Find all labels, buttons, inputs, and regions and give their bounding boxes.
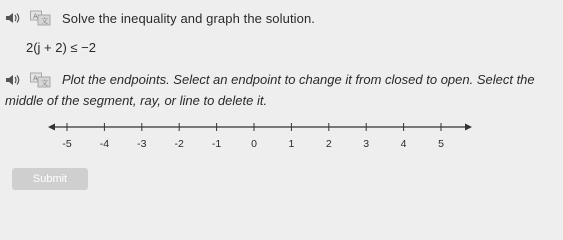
question-2-instruction-line-1: Plot the endpoints. Select an endpoint to change it from closed to open. Select the <box>62 72 535 87</box>
number-line-label: 3 <box>363 138 370 150</box>
question-1-instruction: Solve the inequality and graph the solution. <box>62 10 316 26</box>
left-arrow-icon <box>48 124 55 131</box>
svg-text:A: A <box>33 12 38 21</box>
translate-icon[interactable] <box>30 10 52 26</box>
submit-button[interactable]: Submit <box>12 168 88 190</box>
question-1-header <box>4 10 315 26</box>
speaker-icon[interactable] <box>4 72 26 88</box>
number-line-label: -1 <box>211 138 222 150</box>
number-line-svg[interactable] <box>46 117 484 162</box>
question-2-header <box>4 71 535 89</box>
number-line-label: 1 <box>288 138 295 150</box>
number-line-label: -4 <box>99 138 110 150</box>
svg-text:A: A <box>33 74 38 83</box>
number-line-label: 4 <box>400 138 407 150</box>
question-2-instruction-line-2: middle of the segment, ray, or line to delete it. <box>5 93 268 108</box>
right-arrow-icon <box>465 124 472 131</box>
number-line-label: -3 <box>137 138 147 150</box>
svg-text:文: 文 <box>41 17 48 25</box>
number-line-label: 5 <box>438 138 444 150</box>
number-line-label: -2 <box>174 138 184 150</box>
number-line-label: -5 <box>62 138 72 150</box>
number-line-graph[interactable] <box>46 117 484 162</box>
svg-text:文: 文 <box>41 79 48 87</box>
inequality-equation: 2(j + 2) ≤ −2 <box>26 40 97 55</box>
speaker-icon[interactable] <box>4 10 26 26</box>
number-line-label: 2 <box>325 138 332 150</box>
translate-icon[interactable] <box>30 72 52 88</box>
number-line-label: 0 <box>251 138 257 150</box>
